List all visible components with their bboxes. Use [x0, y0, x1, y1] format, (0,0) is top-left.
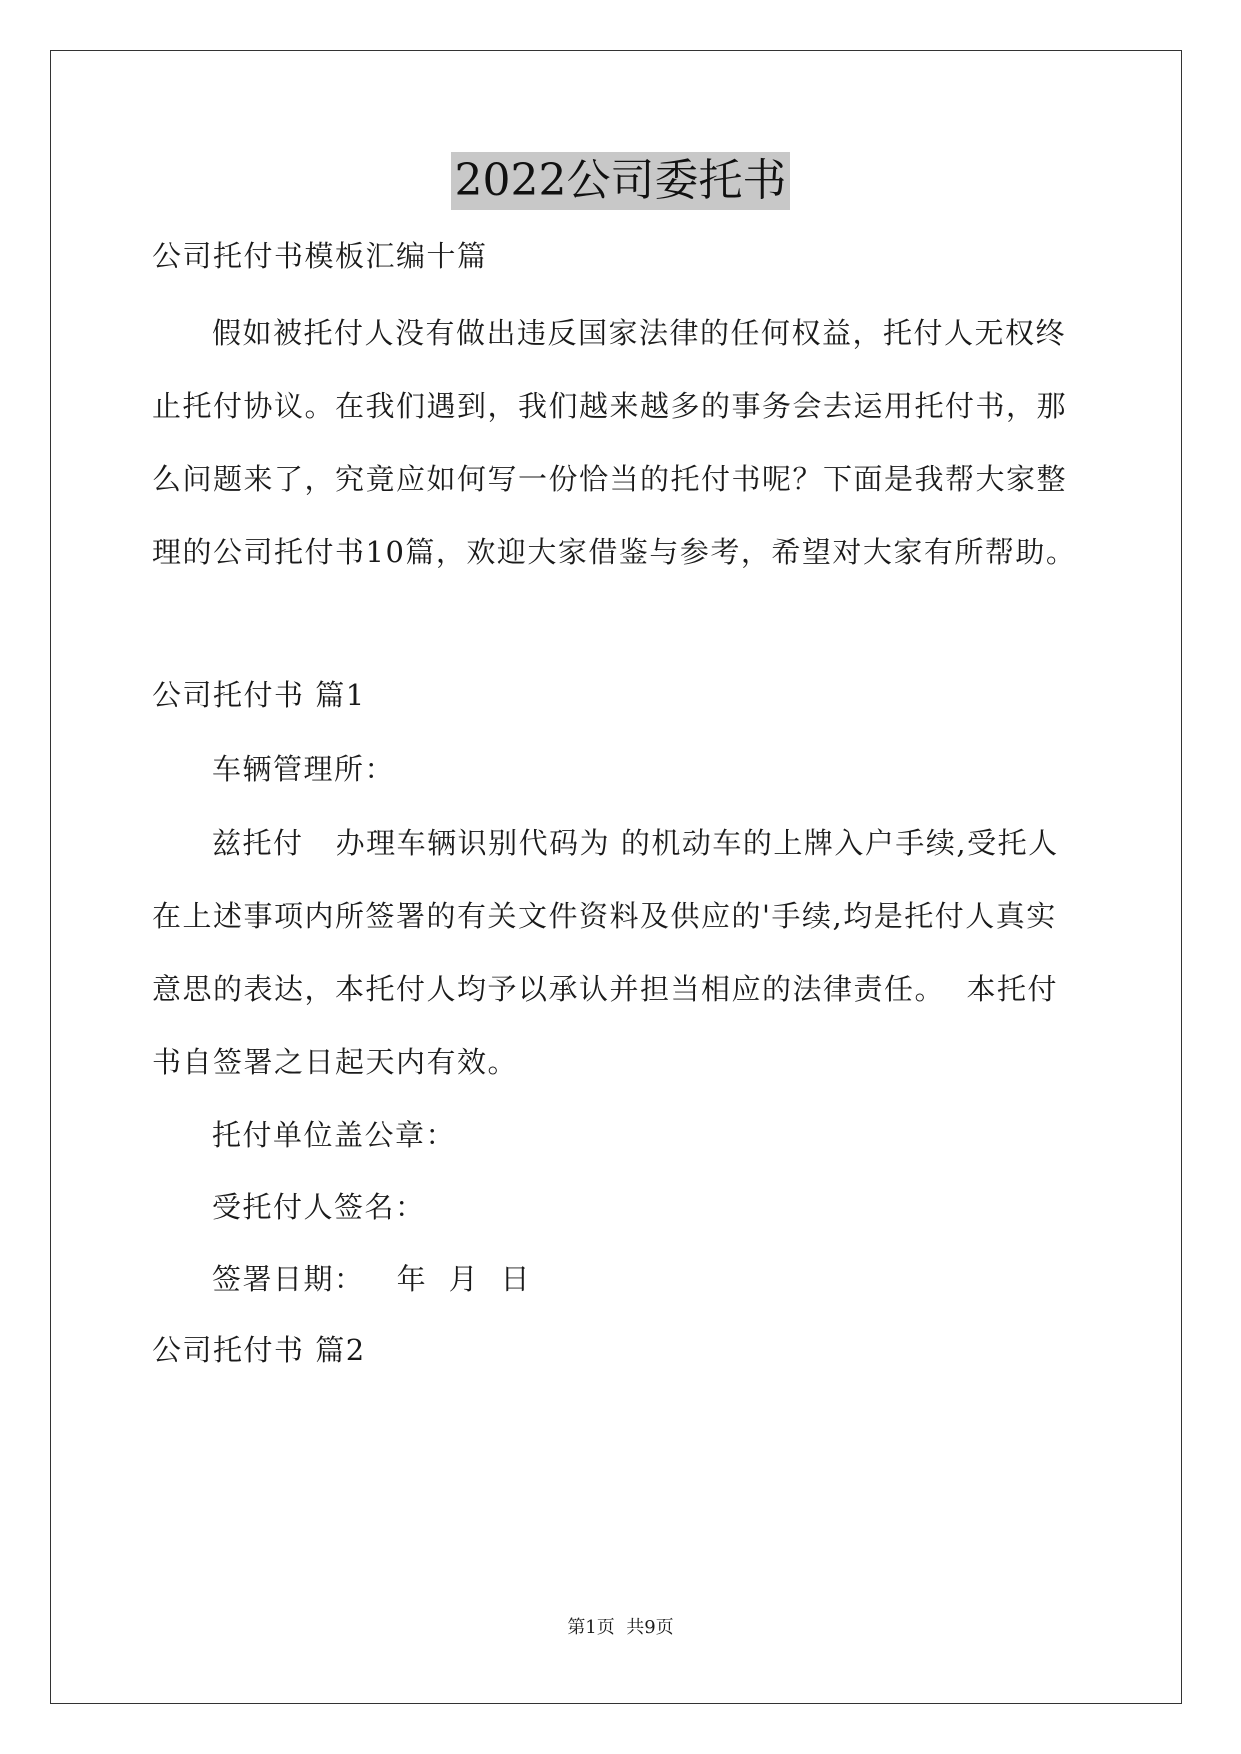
page-number-footer: 第1页 共9页: [567, 1617, 674, 1638]
page-border: [50, 50, 1182, 1704]
signature-line: 受托付人签名：: [212, 1190, 426, 1224]
document-title: 2022公司委托书: [451, 152, 791, 210]
body-line-1: 兹托付 办理车辆识别代码为 的机动车的上牌入户手续,受托人: [212, 826, 1059, 860]
title-container: [0, 152, 1241, 210]
body-line-2: 在上述事项内所签署的有关文件资料及供应的'手续,均是托付人真实: [152, 899, 1057, 933]
subtitle: 公司托付书模板汇编十篇: [152, 239, 488, 273]
body-line-4: 书自签署之日起天内有效。: [152, 1045, 519, 1079]
body-line-3: 意思的表达，本托付人均予以承认并担当相应的法律责任。 本托付: [152, 972, 1058, 1006]
intro-line-4: 理的公司托付书10篇，欢迎大家借鉴与参考，希望对大家有所帮助。: [152, 535, 1077, 569]
intro-line-3: 么问题来了，究竟应如何写一份恰当的托付书呢？下面是我帮大家整: [152, 462, 1068, 496]
stamp-line: 托付单位盖公章：: [212, 1118, 457, 1152]
date-line: 签署日期： 年 月 日: [212, 1262, 532, 1296]
addressee: 车辆管理所：: [212, 752, 396, 786]
intro-line-1: 假如被托付人没有做出违反国家法律的任何权益，托付人无权终: [212, 316, 1067, 350]
section-heading-2: 公司托付书 篇2: [152, 1333, 366, 1367]
intro-line-2: 止托付协议。在我们遇到，我们越来越多的事务会去运用托付书，那: [152, 389, 1068, 423]
section-heading-1: 公司托付书 篇1: [152, 678, 366, 712]
